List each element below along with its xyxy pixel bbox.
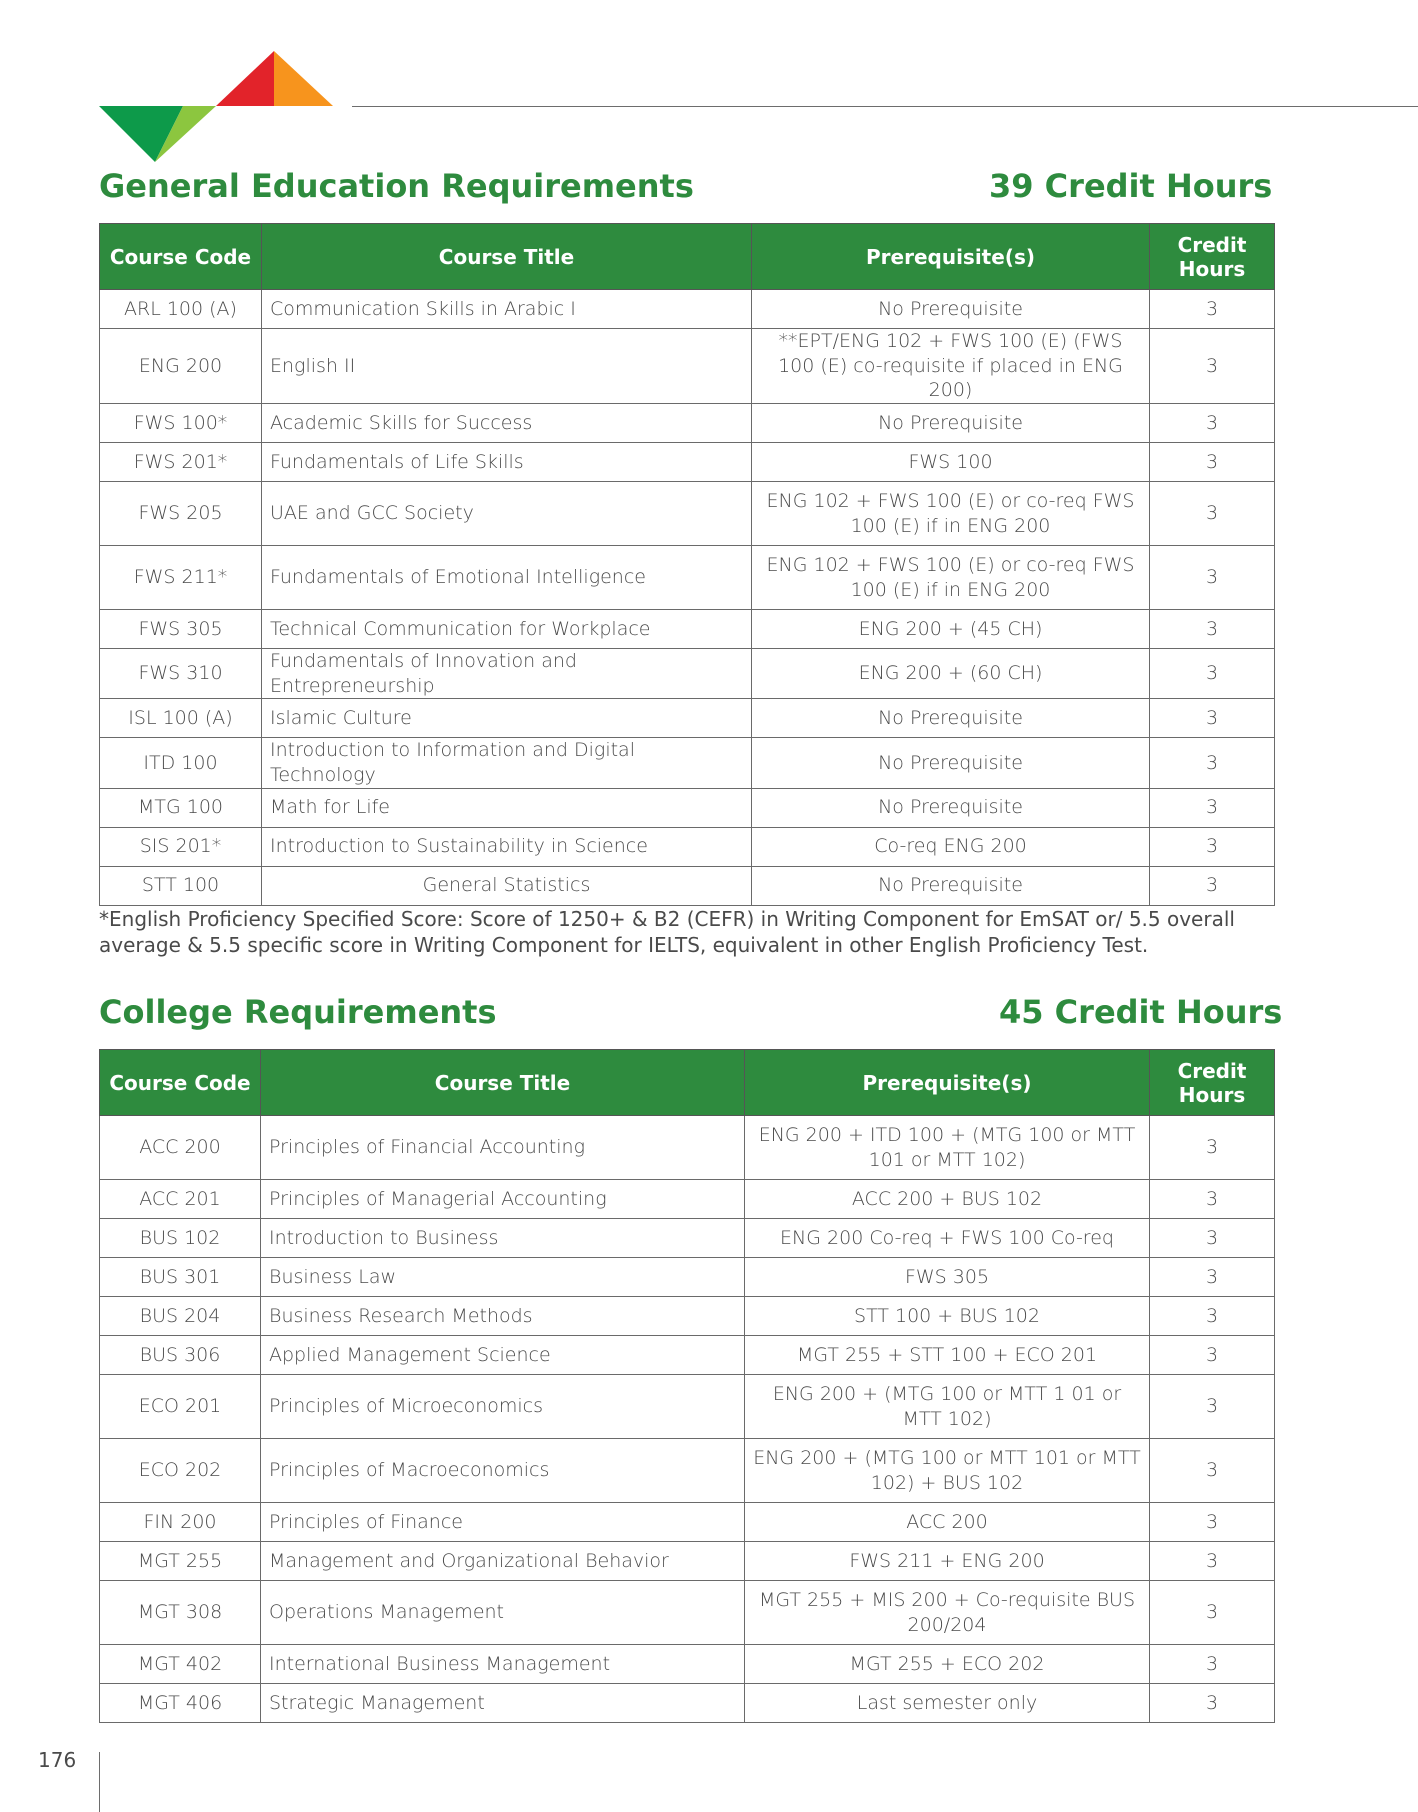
course-code-cell: MGT 406 [100,1684,261,1723]
table-row [100,1375,1275,1439]
course-code-cell: ARL 100 (A) [100,290,262,329]
table-row [100,546,1275,610]
prerequisite-cell: ENG 200 + (45 CH) [752,610,1150,649]
course-title-cell: International Business Management [261,1645,745,1684]
table-row [100,1180,1275,1219]
college-heading: College Requirements [99,993,497,1031]
table-row [100,649,1275,699]
course-code-cell: FWS 211* [100,546,262,610]
prerequisite-cell: ENG 102 + FWS 100 (E) or co-req FWS 100 (E) if in ENG 200 [752,482,1150,546]
credit-hours-cell: 3 [1150,290,1275,329]
course-title-cell: Applied Management Science [261,1336,745,1375]
college-table [99,1049,1275,1723]
credit-hours-cell: 3 [1150,1180,1275,1219]
course-code-cell: BUS 102 [100,1219,261,1258]
header-credit-hours: Credit Hours [1150,224,1275,290]
table-row [100,1336,1275,1375]
header-course-title: Course Title [262,224,752,290]
header-course-title: Course Title [261,1050,745,1116]
course-code-cell: ECO 202 [100,1439,261,1503]
table-row [100,699,1275,738]
course-code-cell: BUS 301 [100,1258,261,1297]
course-title-cell: Principles of Financial Accounting [261,1116,745,1180]
prerequisite-cell: ENG 200 Co-req + FWS 100 Co-req [745,1219,1150,1258]
table-row [100,610,1275,649]
course-title-cell: UAE and GCC Society [262,482,752,546]
header-prerequisites: Prerequisite(s) [752,224,1150,290]
prerequisite-cell: ENG 200 + (MTG 100 or MTT 101 or MTT 102) + BUS 102 [745,1439,1150,1503]
footer-rule [99,1752,100,1812]
course-code-cell: ACC 201 [100,1180,261,1219]
table-row [100,1297,1275,1336]
prerequisite-cell: No Prerequisite [752,788,1150,827]
prerequisite-cell: No Prerequisite [752,290,1150,329]
course-code-cell: ECO 201 [100,1375,261,1439]
table-row [100,1581,1275,1645]
course-code-cell: ENG 200 [100,329,262,404]
course-code-cell: ACC 200 [100,1116,261,1180]
prerequisite-cell: MGT 255 + MIS 200 + Co-requisite BUS 200/204 [745,1581,1150,1645]
course-title-cell: Business Research Methods [261,1297,745,1336]
course-title-cell: Fundamentals of Innovation and Entrepreneurship [262,649,752,699]
prerequisite-cell: No Prerequisite [752,866,1150,905]
credit-hours-cell: 3 [1150,1684,1275,1723]
header-course-code: Course Code [100,224,262,290]
prerequisite-cell: FWS 211 + ENG 200 [745,1542,1150,1581]
course-title-cell: Math for Life [262,788,752,827]
course-code-cell: SIS 201* [100,827,262,866]
course-title-cell: Technical Communication for Workplace [262,610,752,649]
credit-hours-cell: 3 [1150,1258,1275,1297]
course-title-cell: Strategic Management [261,1684,745,1723]
course-code-cell: FIN 200 [100,1503,261,1542]
credit-hours-cell: 3 [1150,738,1275,788]
credit-hours-cell: 3 [1150,482,1275,546]
credit-hours-cell: 3 [1150,610,1275,649]
page-number: 176 [38,1748,77,1772]
table-row [100,1116,1275,1180]
prerequisite-cell: No Prerequisite [752,738,1150,788]
table-row [100,1503,1275,1542]
course-code-cell: MTG 100 [100,788,262,827]
header-credit-hours: Credit Hours [1150,1050,1275,1116]
course-title-cell: Introduction to Information and Digital Technology [262,738,752,788]
course-title-cell: Operations Management [261,1581,745,1645]
prerequisite-cell: ACC 200 [745,1503,1150,1542]
course-title-cell: General Statistics [262,866,752,905]
table-row [100,827,1275,866]
course-code-cell: FWS 201* [100,443,262,482]
credit-hours-cell: 3 [1150,1542,1275,1581]
prerequisite-cell: No Prerequisite [752,404,1150,443]
course-code-cell: ITD 100 [100,738,262,788]
prerequisite-cell: MGT 255 + STT 100 + ECO 201 [745,1336,1150,1375]
prerequisite-cell: STT 100 + BUS 102 [745,1297,1150,1336]
credit-hours-cell: 3 [1150,1116,1275,1180]
course-code-cell: BUS 204 [100,1297,261,1336]
course-title-cell: Principles of Managerial Accounting [261,1180,745,1219]
table-row [100,290,1275,329]
gen-ed-table [99,223,1275,906]
credit-hours-cell: 3 [1150,649,1275,699]
table-row [100,1542,1275,1581]
table-row [100,738,1275,788]
english-proficiency-footnote: *English Proficiency Specified Score: Score of 1250+ & B2 (CEFR) in Writing Component for EmSAT or/ 5.5 overall average & 5.5 specific score in Writing Component for IELTS, equivalent in other English Proficiency Test. [99,907,1235,957]
course-code-cell: STT 100 [100,866,262,905]
course-title-cell: Introduction to Sustainability in Science [262,827,752,866]
credit-hours-cell: 3 [1150,866,1275,905]
course-code-cell: FWS 305 [100,610,262,649]
course-title-cell: Principles of Finance [261,1503,745,1542]
credit-hours-cell: 3 [1150,546,1275,610]
table-row [100,788,1275,827]
header-rule [352,106,1418,107]
course-code-cell: MGT 402 [100,1645,261,1684]
gen-ed-credit-hours: 39 Credit Hours [989,167,1273,205]
prerequisite-cell: MGT 255 + ECO 202 [745,1645,1150,1684]
credit-hours-cell: 3 [1150,1503,1275,1542]
course-title-cell: Fundamentals of Life Skills [262,443,752,482]
credit-hours-cell: 3 [1150,404,1275,443]
prerequisite-cell: Last semester only [745,1684,1150,1723]
table-row [100,866,1275,905]
credit-hours-cell: 3 [1150,699,1275,738]
header-course-code: Course Code [100,1050,261,1116]
credit-hours-cell: 3 [1150,1645,1275,1684]
credit-hours-cell: 3 [1150,1439,1275,1503]
prerequisite-cell: Co-req ENG 200 [752,827,1150,866]
prerequisite-cell: FWS 305 [745,1258,1150,1297]
credit-hours-cell: 3 [1150,827,1275,866]
course-code-cell: ISL 100 (A) [100,699,262,738]
credit-hours-cell: 3 [1150,1581,1275,1645]
prerequisite-cell: ENG 102 + FWS 100 (E) or co-req FWS 100 (E) if in ENG 200 [752,546,1150,610]
prerequisite-cell: No Prerequisite [752,699,1150,738]
course-title-cell: Fundamentals of Emotional Intelligence [262,546,752,610]
logo-triangles [0,0,360,170]
credit-hours-cell: 3 [1150,1336,1275,1375]
credit-hours-cell: 3 [1150,1297,1275,1336]
course-code-cell: MGT 308 [100,1581,261,1645]
table-row [100,482,1275,546]
table-row [100,443,1275,482]
course-title-cell: Academic Skills for Success [262,404,752,443]
course-title-cell: English II [262,329,752,404]
course-title-cell: Management and Organizational Behavior [261,1542,745,1581]
course-code-cell: FWS 310 [100,649,262,699]
course-title-cell: Islamic Culture [262,699,752,738]
prerequisite-cell: ENG 200 + ITD 100 + (MTG 100 or MTT 101 or MTT 102) [745,1116,1150,1180]
credit-hours-cell: 3 [1150,788,1275,827]
table-row [100,1258,1275,1297]
course-code-cell: MGT 255 [100,1542,261,1581]
course-title-cell: Principles of Macroeconomics [261,1439,745,1503]
credit-hours-cell: 3 [1150,443,1275,482]
course-code-cell: BUS 306 [100,1336,261,1375]
table-row [100,1684,1275,1723]
prerequisite-cell: **EPT/ENG 102 + FWS 100 (E) (FWS 100 (E) co-requisite if placed in ENG 200) [752,329,1150,404]
prerequisite-cell: ACC 200 + BUS 102 [745,1180,1150,1219]
table-row [100,404,1275,443]
credit-hours-cell: 3 [1150,329,1275,404]
course-title-cell: Principles of Microeconomics [261,1375,745,1439]
table-header-row [100,1050,1275,1116]
table-header-row [100,224,1275,290]
credit-hours-cell: 3 [1150,1375,1275,1439]
table-row [100,1219,1275,1258]
credit-hours-cell: 3 [1150,1219,1275,1258]
college-credit-hours: 45 Credit Hours [999,993,1283,1031]
table-row [100,1645,1275,1684]
course-code-cell: FWS 100* [100,404,262,443]
gen-ed-heading: General Education Requirements [99,167,694,205]
course-title-cell: Communication Skills in Arabic I [262,290,752,329]
header-prerequisites: Prerequisite(s) [745,1050,1150,1116]
prerequisite-cell: ENG 200 + (MTG 100 or MTT 1 01 or MTT 102) [745,1375,1150,1439]
course-code-cell: FWS 205 [100,482,262,546]
prerequisite-cell: ENG 200 + (60 CH) [752,649,1150,699]
table-row [100,1439,1275,1503]
course-title-cell: Introduction to Business [261,1219,745,1258]
prerequisite-cell: FWS 100 [752,443,1150,482]
table-row [100,329,1275,404]
course-title-cell: Business Law [261,1258,745,1297]
